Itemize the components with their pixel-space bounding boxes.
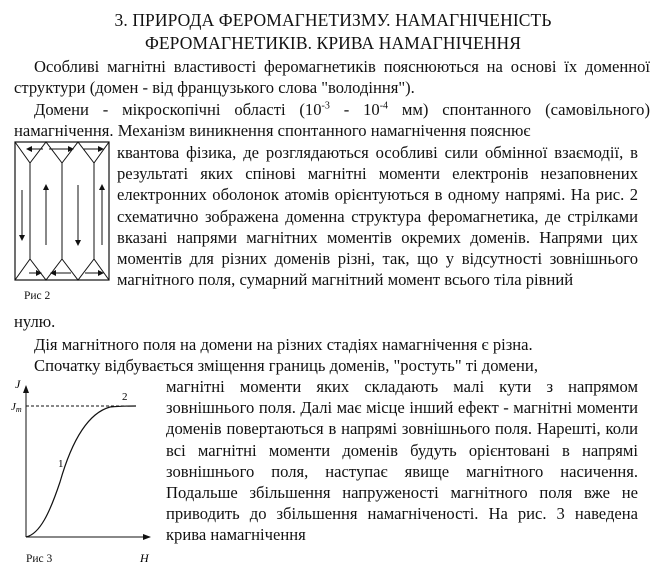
- paragraph-2-text-b: - 10: [329, 100, 380, 119]
- x-axis-label: H: [140, 551, 149, 565]
- paragraph-4-lead: Спочатку відбувається зміщення границь доменів, "ростуть" ті домени,: [34, 356, 538, 375]
- section-title-line-2: ФЕРОМАГНЕТИКІВ. КРИВА НАМАГНІЧЕННЯ: [144, 33, 522, 53]
- y-axis-label: J: [15, 377, 21, 391]
- exponent-2: -4: [379, 100, 389, 112]
- domain-structure-figure: [13, 140, 113, 285]
- curve-label-2: 2: [122, 391, 128, 403]
- saturation-label-sub: m: [15, 405, 22, 414]
- paragraph-2-text-c: мм) спонтанного (самовільного) намагнічення. Механізм виникнення спонтанного намагнічення пояснює: [14, 100, 651, 141]
- figure-2-caption: Рис 2: [24, 290, 51, 302]
- paragraph-4-wrapped: магнітні моменти яких складають малі кути з напрямом зовнішнього поля. Далі має місце інший ефект - магнітні моменти доменів повертаються в напрямі зовнішнього поля. Нарешті, коли всі магнітні моменти доменів будуть орієнтовані в напрямі зовнішнього поля, наступає явище магнітного насичення. Подальше збільшення напруженості магнітного поля вже не приводить до збільшення намагніченості. На рис. 3 наведена крива намагнічення: [166, 377, 638, 545]
- paragraph-1: Особливі магнітні властивості феромагнетиків пояснюються на основі їх доменної структури (домен - від французького слова "володіння").: [14, 57, 650, 98]
- exponent-1: -3: [321, 100, 330, 112]
- paragraph-2-text-a: Домени - мікроскопічні області (10: [34, 100, 322, 119]
- saturation-label: [11, 401, 22, 414]
- paragraph-2-lead: [14, 99, 650, 141]
- figure-3-caption: Рис 3: [26, 553, 53, 565]
- section-title-line-1: 3. ПРИРОДА ФЕРОМАГНЕТИЗМУ. НАМАГНІЧЕНІСТЬ: [114, 10, 552, 30]
- magnetization-curve: [26, 406, 136, 537]
- saturation-label-main: J: [11, 401, 16, 413]
- curve-label-1: 1: [58, 458, 64, 470]
- magnetization-curve-figure: [10, 372, 160, 572]
- paragraph-3: Дія магнітного поля на домени на різних стадіях намагнічення є різна.: [34, 335, 533, 354]
- paragraph-2-wrapped: квантова фізика, де розглядаються особливі сили обмінної взаємодії, в результаті яких спінові магнітні моменти електронів незаповнених електронних оболонок атомів орієнтуються в одному напрямі. На рис. 2 схематично зображена доменна структура феромагнетика, де стрілками вказані напрями магнітних моментів окремих доменів. Напрями цих моментів для різних доменів різні, так, що у відсутності зовнішнього магнітного поля, сумарний магнітний момент всього тіла рівний: [117, 143, 638, 290]
- paragraph-2-tail: нулю.: [14, 312, 56, 331]
